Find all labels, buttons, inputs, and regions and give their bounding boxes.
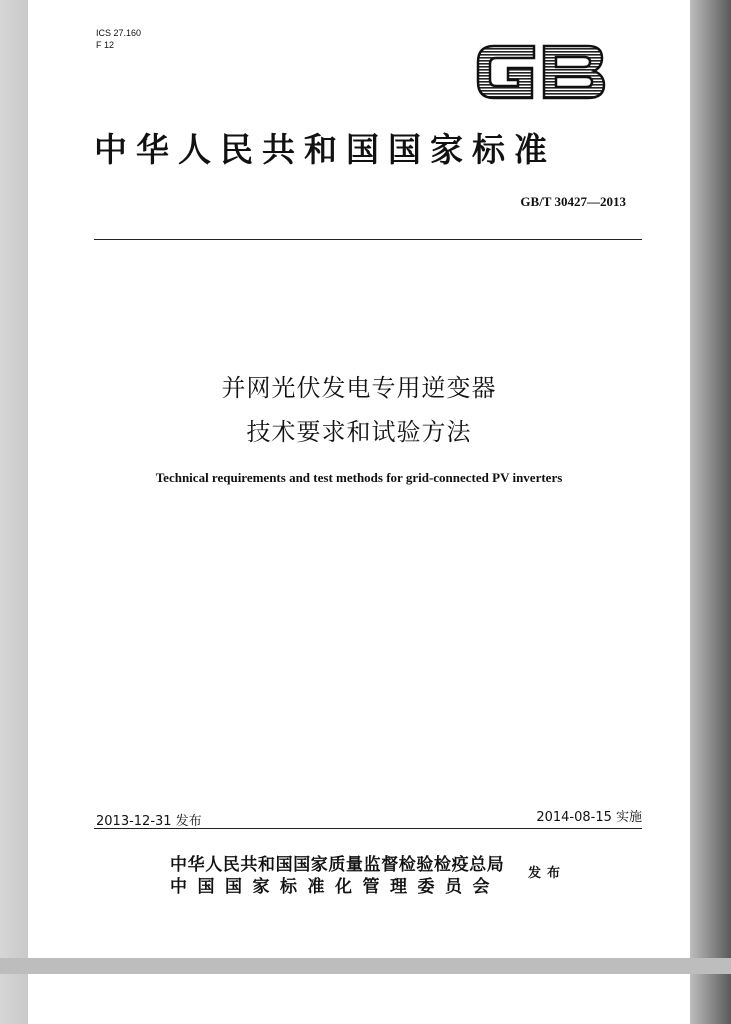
implementation-date: 2014-08-15 实施 [536, 810, 642, 825]
top-divider [94, 239, 642, 240]
title-chinese-line2: 技术要求和试验方法 [246, 418, 472, 446]
title-english: Technical requirements and test methods for grid-connected PV inverters [155, 470, 563, 485]
issue-date: 2013-12-31 发布 [96, 814, 202, 829]
document-page [28, 0, 690, 958]
publish-label: 发布 [528, 866, 567, 881]
issuer-line2: 中国国家标准化管理委员会 [170, 877, 500, 897]
ics-code: ICS 27.160 [96, 28, 142, 38]
standard-type-heading: 中华人民共和国国家标准 [94, 130, 556, 169]
page-gap [0, 958, 731, 974]
gb-logo [474, 36, 608, 106]
bottom-divider [94, 828, 642, 829]
next-page [28, 974, 690, 1024]
standard-number: GB/T 30427—2013 [520, 194, 626, 209]
title-chinese-line1: 并网光伏发电专用逆变器 [221, 374, 497, 402]
ccs-code: F 12 [96, 40, 115, 50]
issuer-line1: 中华人民共和国国家质量监督检验检疫总局 [170, 855, 505, 875]
classification-codes [96, 27, 141, 51]
